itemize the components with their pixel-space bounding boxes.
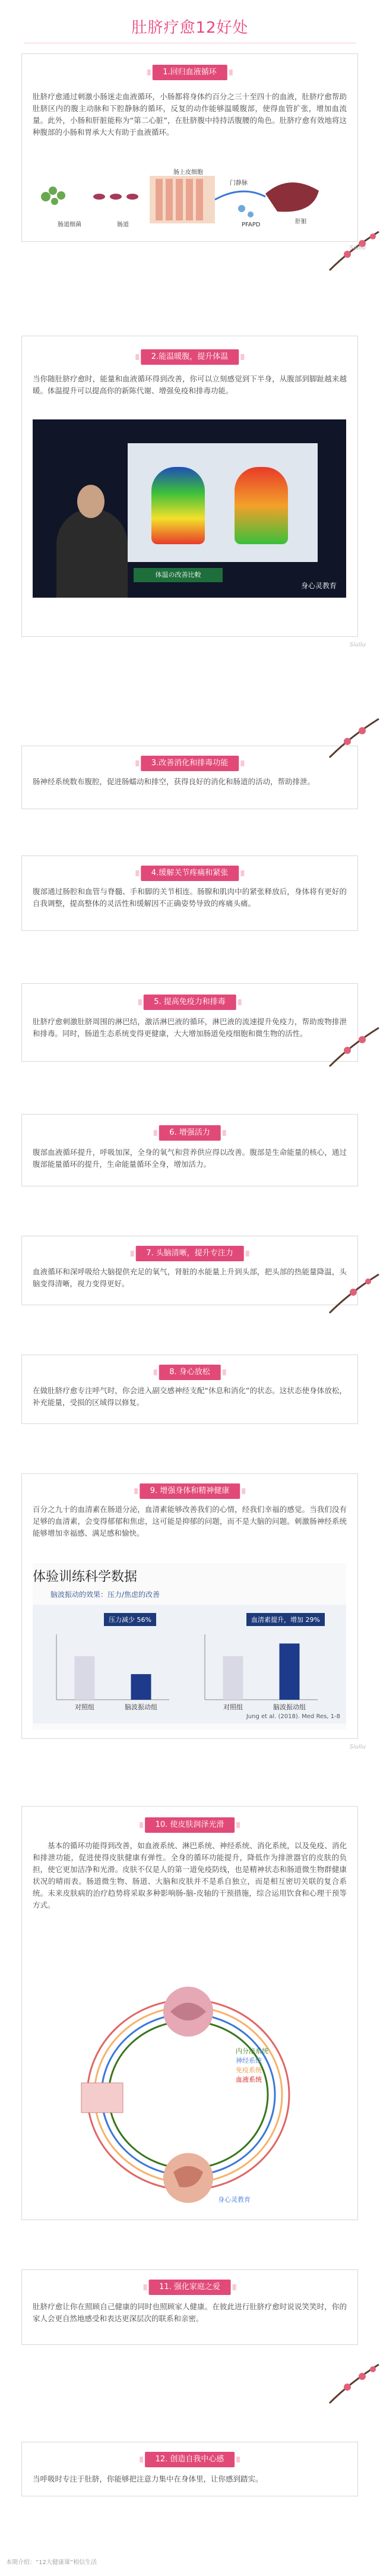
section-text-11: 肚脐疗愈让你在照顾自己健康的同时也照顾家人健康。在彼此进行肚脐疗愈时说说笑笑时，你的家人会更自然地感受和表达更深层次的联系和亲密。 [33, 2302, 347, 2323]
section-card-12 [21, 2442, 358, 2496]
speaker [56, 509, 128, 598]
section-text-12: 当呼吸时专注于肚脐，你能够把注意力集中在身体里，让你感到踏实。 [33, 2474, 263, 2483]
signature: Siuliu [349, 245, 366, 251]
lecture-photo [33, 419, 346, 598]
fig10-caption: 身心灵教育 [218, 2196, 251, 2204]
signature: Siuliu [349, 642, 366, 648]
section-card-4 [21, 855, 358, 931]
section-text-3: 肠神经系统数布腹腔，促进肠蠕动和排空，获得良好的消化和肠道的活动，帮助排泄。 [33, 777, 315, 786]
section-text-4: 腹部通过肠腔和血管与脊髓、手和脚的关节相连。肠腺和肌肉中的紧张释放后，身体将有更好的自我调整，提高整体的灵活性和缓解因不正确姿势导致的疼痛头痛。 [33, 887, 347, 908]
section-badge-4: 4.缓解关节疼痛和紧张 [141, 866, 239, 881]
left-chart-tag: 压力减少 56% [104, 1613, 156, 1626]
section-card-2 [21, 336, 358, 637]
page-title: 肚脐疗愈12好处 [131, 19, 249, 37]
section-badge-9: 9. 增强身体和精神健康 [140, 1483, 240, 1499]
section-badge-3: 3.改善消化和排毒功能 [141, 756, 239, 771]
photo-banner: 体温の改善比較 [134, 568, 223, 582]
section-badge-6: 6. 增强活力 [159, 1125, 221, 1141]
x-tick-label: 脑波振动组 [125, 1703, 157, 1711]
fig1-label-2: 肠上皮细胞 [173, 169, 203, 176]
legend-item-2: 免疫系统 [236, 2066, 262, 2074]
section-badge-10: 10. 使皮肤润泽光滑 [145, 1817, 235, 1833]
x-tick-label: 脑波振动组 [273, 1703, 306, 1711]
section-badge-2: 2.能温暖腹，提升体温 [141, 349, 239, 365]
section-badge-8: 8. 身心放松 [159, 1365, 221, 1380]
section-text-6: 腹部血液循环提升，呼吸加深，全身的氧气和营养供应得以改善。腹部是生命能量的核心，通过腹部能量循环的提升，生命能量循环全身，增加活力。 [33, 1148, 347, 1169]
section-badge-7: 7. 头脑清晰，提升专注力 [135, 1246, 244, 1261]
section-badge-5: 5. 提高免疫力和排毒 [143, 995, 236, 1010]
fig1-label-3: 门静脉 [230, 180, 248, 187]
signature: Siuliu [349, 1744, 366, 1750]
section-badge-1: 1.回归血液循环 [152, 65, 227, 80]
section-card-3 [21, 746, 358, 809]
right-chart-tag: 血清素提升，增加 29% [246, 1613, 325, 1626]
section-text-9: 百分之九十的血清素在肠道分泌，血清素能够改善我们的心情，经我们幸福的感觉。当我们没有足够的血清素，会变得郁郁和焦虑，这可能是抑郁的问题，而不是大脑的问题。刺激肠神经系统能够增加幸福感、满足感和愉快。 [33, 1505, 347, 1538]
section-card-1 [21, 53, 358, 242]
fig1-label-1: 肠道 [117, 222, 129, 228]
section-card-9 [21, 1473, 358, 1739]
bar-对照组 [223, 1656, 243, 1700]
speaker-head [77, 485, 104, 518]
x-tick-label: 对照组 [223, 1703, 243, 1711]
section-card-5 [21, 983, 358, 1062]
gut-liver-diagram [34, 167, 331, 232]
section-text-5: 肚脐疗愈刺激肚脐周围的淋巴结，激活淋巴液的循环，淋巴液的流速提升免疫力，帮助废物排泄和排毒。同时，肠道生态系统变得更健康，大大增加肠道免疫细胞和微生物的活性。 [33, 1017, 347, 1038]
gut-brain-skin-diagram [58, 1982, 319, 2208]
section-text-2: 当你随肚脐疗愈时，能量和血液循环得到改善，你可以立刻感觉到下半身，从腹部到脚趾越来越暖。体温提升可以提高你的新陈代谢、增强免疫和排毒功能。 [33, 374, 347, 395]
thermal-figure-right [235, 467, 288, 544]
bar-脑波振动组 [131, 1674, 151, 1700]
section-card-7 [21, 1236, 358, 1305]
study-title: 体验训练科学数据 [33, 1570, 138, 1584]
photo-caption: 身心灵教育 [300, 582, 337, 590]
bar-对照组 [75, 1656, 95, 1700]
plum-blossom-decoration [327, 1022, 380, 1069]
fig1-label-4: PFAPD [242, 222, 261, 228]
section-card-8 [21, 1355, 358, 1424]
section-card-10 [21, 1806, 358, 2220]
study-citation: Jung et al. (2018). Med Res, 1-8 [246, 1713, 340, 1720]
footer-note: 本期介绍：“12大健康课”相信生活 [6, 2559, 97, 2566]
section-card-6 [21, 1114, 358, 1186]
chart-panel [33, 1605, 346, 1723]
section-badge-11: 11. 强化家庭之爱 [148, 2280, 231, 2295]
section-text-8: 在做肚脐疗愈专注呼气时，你会进入副交感神经支配“休息和消化”的状态。这状态使身体放松，补充能量，受损的区域得以修复。 [33, 1386, 347, 1407]
section-text-10: 基本的循环功能得到改善，如血液系统、淋巴系统、神经系统、消化系统，以及免疫、消化和排泄功能，促进使得皮肤健康有弹性。全身的循环功能提升，降低作为排泄器官的皮肤的负担，使它更加洁净和光滑。皮肤不仅是人的第一道免疫防线，也是精神状态和肠道微生物群健康状况的晴雨表。肠道微生物、肠道、大脑和皮肤并不是系自独立，而是相互密切关联的复合系统。未来皮肤病的治疗趋势将采取多种影响肠-脑-皮轴的干预措施，综合运用饮食和心理干预等方式。 [33, 1841, 347, 1909]
plum-blossom-decoration [327, 2359, 380, 2406]
bar-脑波振动组 [280, 1643, 300, 1700]
fig1-label-5: 肝脏 [295, 219, 307, 225]
section-badge-12: 12. 创造自我中心感 [145, 2452, 235, 2467]
plum-blossom-decoration [327, 713, 380, 760]
study-figure [33, 1563, 346, 1729]
study-subtitle: 脑波振动的效果：压力/焦虑的改善 [50, 1590, 160, 1599]
thermal-figure-left [151, 467, 205, 544]
section-text-1: 肚脐疗愈通过刺激小肠迷走血液循环，小肠都将身体约百分之三十至四十的血液，肚脐疗愈帮助肚脐区内的腹主动脉和下腔静脉的循环，反复的动作能够温暖腹部，使得血管扩张，增加血流量。此外，小肠和肝脏能称为“第二心脏”，在肚脐腹中持持活腹腰的角色。肚脐疗愈有效地将这种腹部的小肠和胃承大大有助于血液循环。 [33, 92, 347, 137]
section-text-7: 血液循环和深呼吸给大脑提供充足的氧气，肾脏的水能量上升到头部，把头部的热能量降温，头脑变得清晰，视力变得更好。 [33, 1267, 347, 1288]
fig1-label-0: 肠道细菌 [58, 222, 81, 228]
x-tick-label: 对照组 [75, 1703, 94, 1711]
section-card-11 [21, 2269, 358, 2345]
plum-blossom-decoration [327, 1268, 380, 1316]
legend-item-1: 神经系统 [236, 2057, 262, 2064]
legend-item-0: 内分泌系统 [236, 2047, 268, 2055]
legend-item-3: 血液系统 [236, 2076, 262, 2083]
